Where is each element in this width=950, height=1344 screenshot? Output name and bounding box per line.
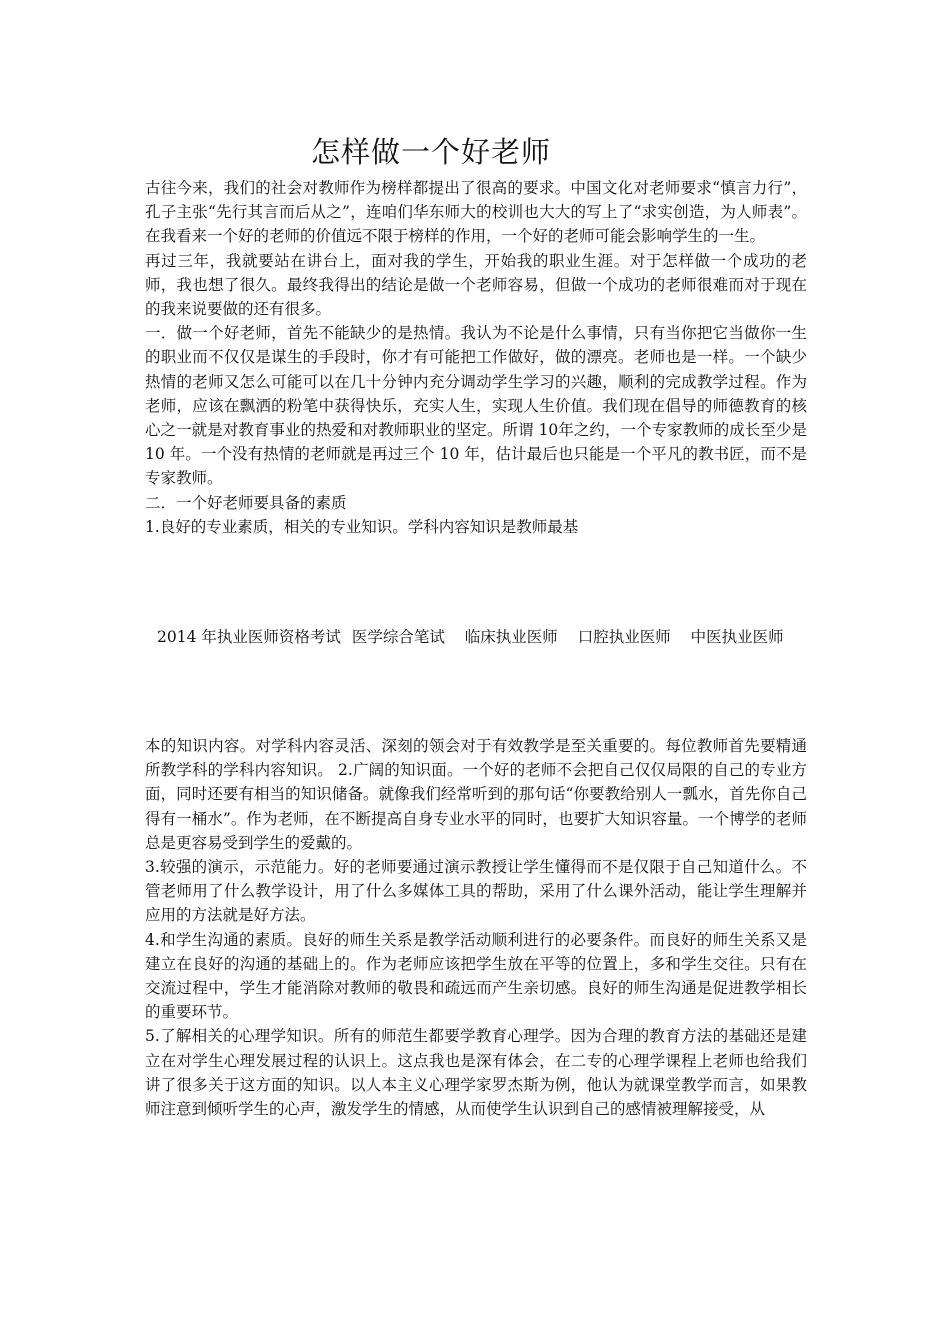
paragraph: 5.了解相关的心理学知识。所有的师范生都要学教育心理学。因为合理的教育方法的基础还是建立在对学生心理发展过程的认识上。这点我也是深有体会，在二专的心理学课程上老师也给我们讲了很多关于这方面的知识。以人本主义心理学家罗杰斯为例，他认为就课堂教学而言，如果教师注意到倾听学生的心声，激发学生的情感，从而使学生认识到自己的感情被理解接受，从: [145, 1027, 807, 1119]
banner-item[interactable]: 医学综合笔试: [351, 628, 445, 646]
body-section-2: [145, 734, 807, 1121]
paragraph: 1.良好的专业素质，相关的专业知识。学科内容知识是教师最基: [145, 517, 579, 536]
section-heading: 二．一个好老师要具备的素质: [145, 493, 347, 512]
banner-item[interactable]: 口腔执业医师: [577, 628, 671, 646]
ad-banner: [145, 626, 819, 648]
document-title: 怎样做一个好老师: [310, 135, 551, 169]
paragraph: 再过三年，我就要站在讲台上，面对我的学生，开始我的职业生涯。对于怎样做一个成功的老师，我也想了很久。最终我得出的结论是做一个老师容易，但做一个成功的老师很难而对于现在的我来说要做的还有很多。: [145, 251, 807, 319]
banner-item[interactable]: 2014 年执业医师资格考试: [157, 628, 341, 646]
body-section-1: [145, 176, 807, 539]
paragraph: 4.和学生沟通的素质。良好的师生关系是教学活动顺利进行的必要条件。而良好的师生关系又是建立在良好的沟通的基础上的。作为老师应该把学生放在平等的位置上，多和学生交往。只有在交流过程中，学生才能消除对教师的敬畏和疏远而产生亲切感。良好的师生沟通是促进教学相长的重要环节。: [145, 930, 807, 1022]
paragraph: 古往今来，我们的社会对教师作为榜样都提出了很高的要求。中国文化对老师要求“慎言力行”，孔子主张“先行其言而后从之”，连咱们华东师大的校训也大大的写上了“求实创造，为人师表”。在我看来一个好的老师的价值远不限于榜样的作用，一个好的老师可能会影响学生的一生。: [145, 179, 807, 246]
paragraph: 一．做一个好老师，首先不能缺少的是热情。我认为不论是什么事情，只有当你把它当做你一生的职业而不仅仅是谋生的手段时，你才有可能把工作做好，做的漂亮。老师也是一样。一个缺少热情的老师又怎么可能可以在几十分钟内充分调动学生学习的兴趣，顺利的完成教学过程。作为老师，应该在飘洒的粉笔中获得快乐，充实人生，实现人生价值。我们现在倡导的师德教育的核心之一就是对教育事业的热爱和对教师职业的坚定。所谓 10年之约，一个专家教师的成长至少是 10 年。一个没有热情的老师就是再过三个 10 年，估计最后也只能是一个平凡的教书匠，而不是专家教师。: [145, 324, 807, 488]
banner-item[interactable]: 中医执业医师: [690, 628, 784, 646]
paragraph: 本的知识内容。对学科内容灵活、深刻的领会对于有效教学是至关重要的。每位教师首先要精通所教学科的学科内容知识。 2.广阔的知识面。一个好的老师不会把自己仅仅局限的自己的专业方面，同时还要有相当的知识储备。就像我们经常听到的那句话“你要教给别人一瓢水，首先你自己得有一桶水”。作为老师，在不断提高自身专业水平的同时，也要扩大知识容量。一个博学的老师总是更容易受到学生的爱戴的。: [145, 737, 807, 852]
paragraph: 3.较强的演示，示范能力。好的老师要通过演示教授让学生懂得而不是仅限于自己知道什么。不管老师用了什么教学设计，用了什么多媒体工具的帮助，采用了什么课外活动，能让学生理解并应用的方法就是好方法。: [145, 858, 807, 925]
banner-item[interactable]: 临床执业医师: [464, 628, 558, 646]
